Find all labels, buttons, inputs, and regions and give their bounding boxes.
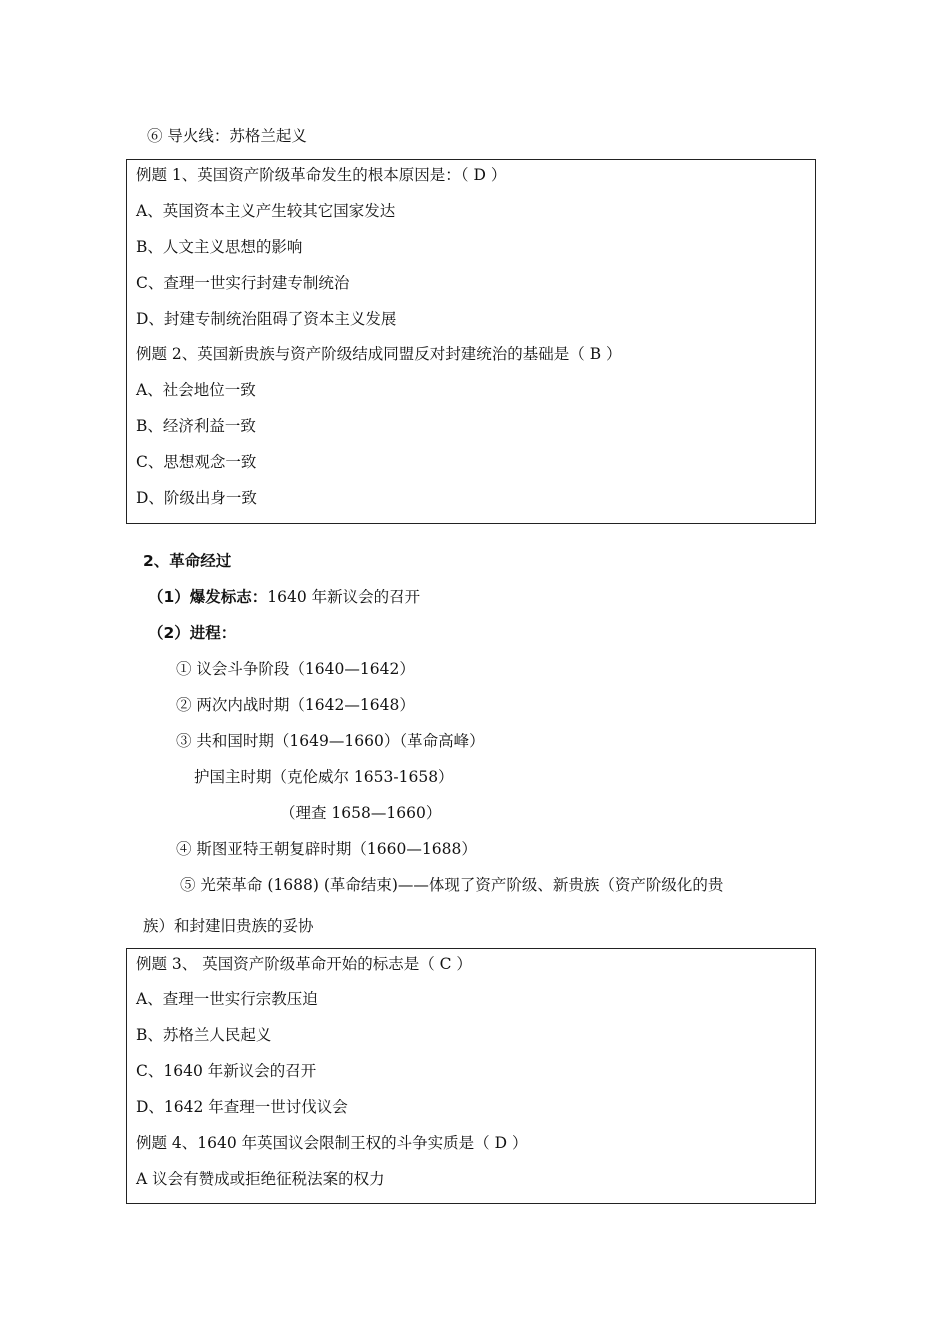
stage-5-line-1: ⑤ 光荣革命 (1688) (革命结束)——体现了资产阶级、新贵族（资产阶级化的贵 — [180, 876, 724, 894]
q3-option-c: C、1640 年新议会的召开 — [136, 1062, 317, 1080]
question-1: 例题 1、英国资产阶级革命发生的根本原因是：（ D ） — [136, 166, 507, 184]
q3-option-a: A、查理一世实行宗教压迫 — [136, 990, 318, 1008]
stage-3-richard: （理查 1658—1660） — [280, 804, 442, 822]
stage-2: ② 两次内战时期（1642—1648） — [176, 696, 415, 714]
item-6-fuse: ⑥ 导火线：苏格兰起义 — [147, 127, 307, 145]
q3-option-b: B、苏格兰人民起义 — [136, 1026, 272, 1044]
question-4: 例题 4、1640 年英国议会限制王权的斗争实质是（ D ） — [136, 1134, 528, 1152]
outbreak-sign — [148, 587, 420, 607]
stage-3-protectorate: 护国主时期（克伦威尔 1653-1658） — [194, 768, 454, 786]
q2-option-c: C、思想观念一致 — [136, 453, 257, 471]
section-2-heading: 2、革命经过 — [143, 552, 232, 570]
stage-5-line-2: 族）和封建旧贵族的妥协 — [143, 917, 314, 935]
example-box-1 — [126, 159, 816, 524]
q3-option-d: D、1642 年查理一世讨伐议会 — [136, 1098, 348, 1116]
q1-option-d: D、封建专制统治阻碍了资本主义发展 — [136, 310, 397, 328]
stage-4: ④ 斯图亚特王朝复辟时期（1660—1688） — [176, 840, 477, 858]
q2-option-b: B、经济利益一致 — [136, 417, 256, 435]
q1-option-c: C、查理一世实行封建专制统治 — [136, 274, 350, 292]
example-box-2 — [126, 948, 816, 1204]
process-label: （2）进程： — [148, 624, 237, 642]
q2-option-d: D、阶级出身一致 — [136, 489, 257, 507]
q2-option-a: A、社会地位一致 — [136, 381, 256, 399]
stage-1: ① 议会斗争阶段（1640—1642） — [176, 660, 415, 678]
q1-option-b: B、人文主义思想的影响 — [136, 238, 303, 256]
q1-option-a: A、英国资本主义产生较其它国家发达 — [136, 202, 396, 220]
question-2: 例题 2、英国新贵族与资产阶级结成同盟反对封建统治的基础是（ B ） — [136, 345, 622, 363]
q4-option-a: A 议会有赞成或拒绝征税法案的权力 — [136, 1170, 385, 1188]
stage-3: ③ 共和国时期（1649—1660）（革命高峰） — [176, 732, 485, 750]
question-3: 例题 3、 英国资产阶级革命开始的标志是（ C ） — [136, 955, 472, 973]
outbreak-sign-text: 1640 年新议会的召开 — [267, 588, 421, 606]
outbreak-sign-label: （1）爆发标志： — [148, 588, 268, 606]
